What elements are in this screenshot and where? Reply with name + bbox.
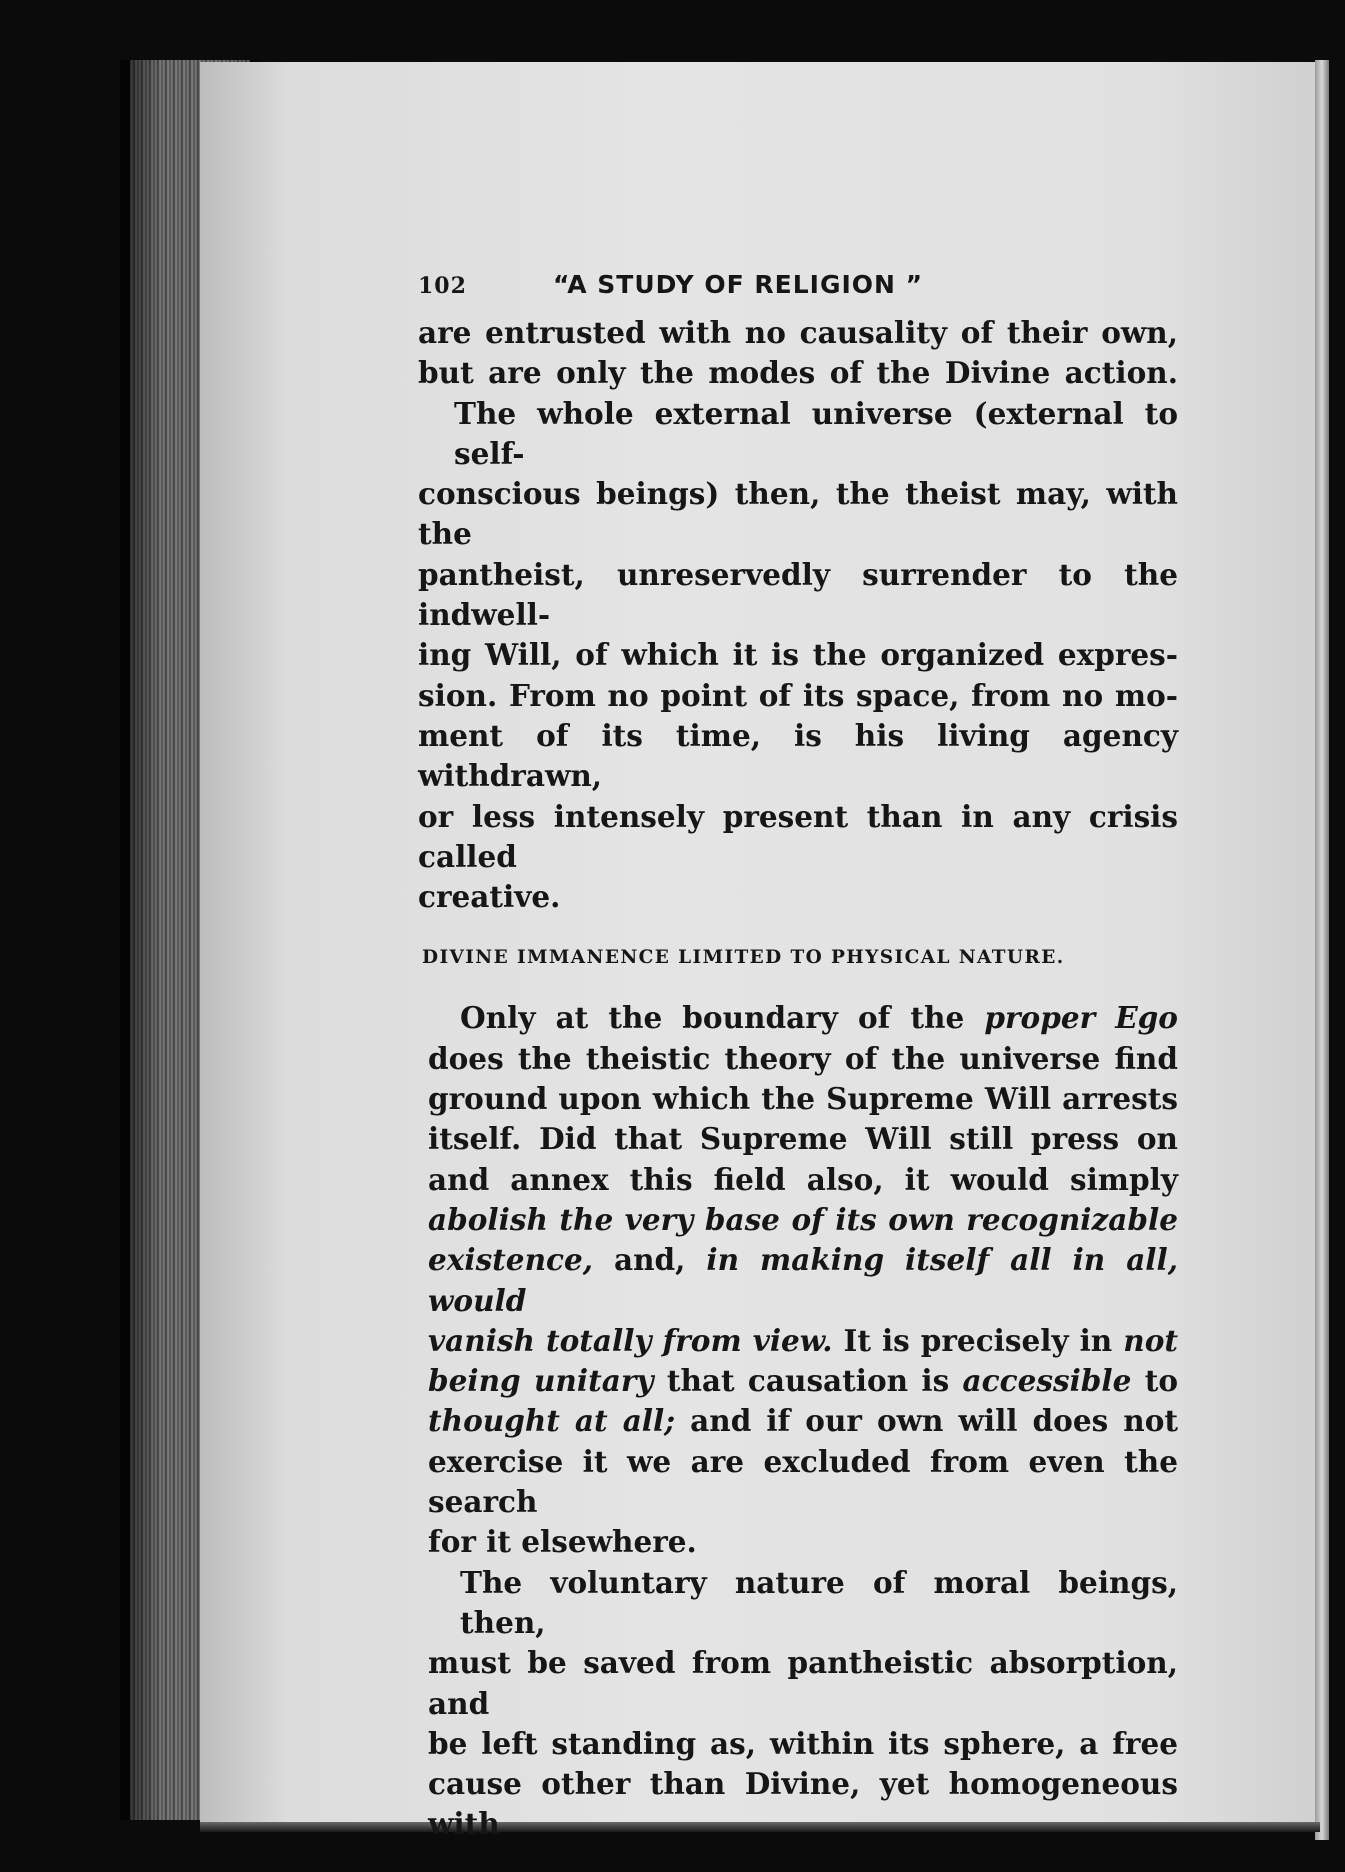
- text-line: creative.: [418, 879, 561, 915]
- paragraph-2: [418, 394, 1178, 918]
- text-line: conscious beings) then, the theist may, with the: [418, 476, 1178, 552]
- text-line: be left standing as, within its sphere, a free: [428, 1725, 1178, 1761]
- text-segment: to: [1131, 1363, 1178, 1399]
- running-title: “A STUDY OF RELIGION ”: [553, 270, 924, 299]
- paragraph-3: [428, 998, 1178, 1562]
- text-line: and annex this field also, it would simply: [428, 1161, 1178, 1197]
- text-line: but are only the modes of the Divine action.: [418, 355, 1178, 391]
- running-head: [418, 270, 1178, 299]
- text-line: pantheist, unreservedly surrender to the indwell-: [418, 556, 1178, 633]
- page-text: [418, 270, 1178, 1845]
- text-segment: that causation is: [653, 1363, 963, 1399]
- next-page-edge: [1315, 60, 1329, 1840]
- text-line: [428, 998, 1178, 1038]
- text-segment: and if our own will does not: [675, 1403, 1178, 1439]
- text-line: for it elsewhere.: [428, 1524, 697, 1560]
- text-line: itself. Did that Supreme Will still press on: [428, 1121, 1178, 1157]
- italic-segment: vanish totally from view.: [428, 1322, 833, 1358]
- text-line: does the theistic theory of the universe find: [428, 1040, 1178, 1076]
- text-line: [428, 1200, 1178, 1240]
- page-number: 102: [418, 273, 467, 299]
- text-line: are entrusted with no causality of their own,: [418, 315, 1178, 350]
- text-line: cause other than Divine, yet homogeneous with: [428, 1766, 1178, 1842]
- italic-segment: in making itself all in all, would: [428, 1242, 1178, 1318]
- text-segment: and,: [593, 1242, 707, 1278]
- text-line: The whole external universe (external to self-: [454, 395, 1178, 471]
- text-line: ground upon which the Supreme Will arrests: [428, 1081, 1178, 1117]
- paragraph-1: [418, 313, 1178, 394]
- text-line: [428, 1361, 1178, 1401]
- text-line: sion. From no point of its space, from no mo-: [418, 677, 1178, 713]
- italic-segment: existence,: [428, 1242, 594, 1278]
- italic-segment: proper Ego: [984, 1000, 1178, 1036]
- italic-segment: being unitary: [428, 1363, 654, 1399]
- text-line: must be saved from pantheistic absorption, and: [428, 1645, 1178, 1721]
- paragraph-4: [428, 1563, 1178, 1845]
- italic-segment: accessible: [962, 1363, 1132, 1399]
- text-line: exercise it we are excluded from even the search: [428, 1443, 1178, 1520]
- text-line: ing Will, of which it is the organized expres-: [418, 637, 1178, 673]
- italic-segment: thought at all;: [428, 1403, 676, 1439]
- text-segment: Only at the boundary of the: [460, 1000, 985, 1036]
- text-line: [428, 1321, 1178, 1361]
- text-line: ment of its time, is his living agency withdrawn,: [418, 717, 1178, 794]
- italic-segment: abolish the very base of its own recognizable: [428, 1201, 1178, 1237]
- italic-segment: not: [1123, 1322, 1179, 1358]
- text-line: [428, 1240, 1178, 1321]
- text-line: or less intensely present than in any crisis called: [418, 798, 1178, 874]
- text-line: [428, 1401, 1178, 1441]
- text-line: The voluntary nature of moral beings, then,: [460, 1564, 1178, 1640]
- section-heading: DIVINE IMMANENCE LIMITED TO PHYSICAL NATURE.: [422, 947, 1065, 969]
- text-segment: It is precisely in: [832, 1322, 1124, 1358]
